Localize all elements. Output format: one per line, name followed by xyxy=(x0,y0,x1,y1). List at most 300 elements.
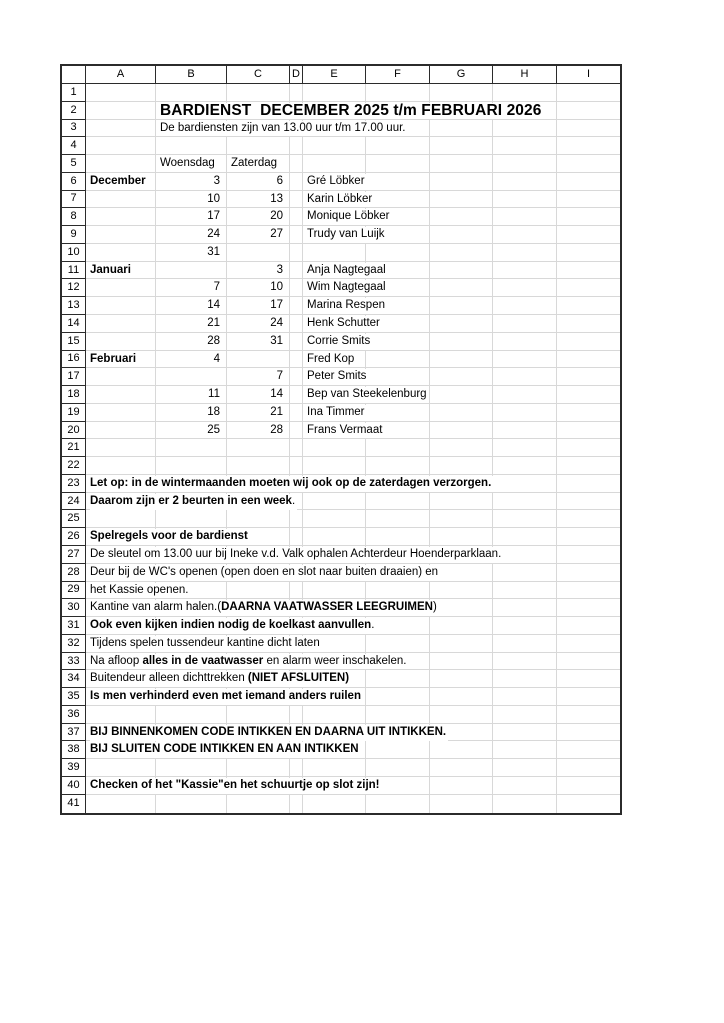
grid-cell xyxy=(290,226,303,244)
grid-cell xyxy=(366,439,430,457)
grid-cell xyxy=(430,297,493,315)
grid-cell xyxy=(303,528,366,546)
row-header-21: 21 xyxy=(62,439,86,457)
row-header-10: 10 xyxy=(62,244,86,262)
grid-cell xyxy=(557,297,620,315)
grid-cell xyxy=(156,706,227,724)
text-run: Monique Löbker xyxy=(307,210,390,223)
text-run: Daarom zijn er 2 beurten in een week xyxy=(90,494,292,507)
grid-cell xyxy=(366,706,430,724)
text-run: Februari xyxy=(90,352,137,365)
cell-A35 xyxy=(90,689,363,705)
grid-cell xyxy=(493,262,557,280)
grid-cell xyxy=(430,493,493,511)
cell-C15 xyxy=(227,334,283,350)
text-run: Fred Kop xyxy=(307,352,355,365)
grid-cell xyxy=(557,208,620,226)
grid-cell xyxy=(290,155,303,173)
cell-B14 xyxy=(156,316,220,332)
row-header-26: 26 xyxy=(62,528,86,546)
grid-cell xyxy=(303,84,366,102)
cell-E19 xyxy=(307,405,367,421)
grid-cell xyxy=(290,279,303,297)
grid-cell xyxy=(430,333,493,351)
row-header-22: 22 xyxy=(62,457,86,475)
cell-C14 xyxy=(227,316,283,332)
grid-cell xyxy=(366,582,430,600)
cell-B19 xyxy=(156,405,220,421)
cell-C5 xyxy=(231,156,279,172)
row-header-30: 30 xyxy=(62,599,86,617)
cell-A32 xyxy=(90,636,322,652)
grid-cell xyxy=(430,688,493,706)
row-header-1: 1 xyxy=(62,84,86,102)
grid-cell xyxy=(430,670,493,688)
grid-cell xyxy=(290,84,303,102)
text-run: het Kassie openen. xyxy=(90,583,189,596)
grid-cell xyxy=(86,244,156,262)
grid-cell xyxy=(290,262,303,280)
grid-cell xyxy=(366,404,430,422)
grid-cell xyxy=(557,191,620,209)
text-run: 28 xyxy=(207,334,220,347)
grid-cell xyxy=(227,439,290,457)
text-run: Karin Löbker xyxy=(307,192,373,205)
grid-cell xyxy=(430,599,493,617)
cell-B18 xyxy=(156,387,220,403)
cell-C19 xyxy=(227,405,283,421)
text-run: 14 xyxy=(207,299,220,312)
text-run: 6 xyxy=(276,174,283,187)
grid-cell xyxy=(430,155,493,173)
text-run: 10 xyxy=(270,281,283,294)
grid-cell xyxy=(86,795,156,813)
grid-cell xyxy=(493,422,557,440)
grid-cell xyxy=(493,315,557,333)
grid-cell xyxy=(493,582,557,600)
text-run: 27 xyxy=(270,228,283,241)
cell-E17 xyxy=(307,369,368,385)
grid-cell xyxy=(430,510,493,528)
grid-cell xyxy=(557,617,620,635)
grid-cell xyxy=(493,759,557,777)
grid-cell xyxy=(557,635,620,653)
text-run: . xyxy=(371,619,375,632)
cell-B16 xyxy=(156,352,220,368)
grid-cell xyxy=(303,155,366,173)
text-run: 3 xyxy=(276,263,283,276)
text-run: 24 xyxy=(270,317,283,329)
text-run: Anja Nagtegaal xyxy=(307,263,386,276)
text-run: Corrie Smits xyxy=(307,334,371,347)
grid-cell xyxy=(290,706,303,724)
text-run: alles in de vaatwasser xyxy=(142,654,264,667)
text-run: BIJ SLUITEN CODE INTIKKEN EN AAN INTIKKEN xyxy=(90,743,359,756)
grid-cell xyxy=(86,333,156,351)
cell-E11 xyxy=(307,263,388,279)
grid-cell xyxy=(227,457,290,475)
text-run: 10 xyxy=(207,192,220,205)
grid-cell xyxy=(430,706,493,724)
grid-cell xyxy=(86,137,156,155)
row-header-11: 11 xyxy=(62,262,86,280)
row-header-36: 36 xyxy=(62,706,86,724)
grid-cell xyxy=(493,191,557,209)
row-header-27: 27 xyxy=(62,546,86,564)
row-header-15: 15 xyxy=(62,333,86,351)
grid-cell xyxy=(557,741,620,759)
grid-cell xyxy=(493,333,557,351)
grid-cell xyxy=(493,475,557,493)
grid-cell xyxy=(227,706,290,724)
grid-cell xyxy=(366,688,430,706)
col-header-A: A xyxy=(86,66,156,84)
grid-cell xyxy=(493,528,557,546)
grid-cell xyxy=(493,564,557,582)
grid-cell xyxy=(430,120,493,138)
grid-cell xyxy=(557,439,620,457)
grid-cell xyxy=(290,457,303,475)
row-header-20: 20 xyxy=(62,422,86,440)
grid-cell xyxy=(86,226,156,244)
text-run: 21 xyxy=(207,317,220,329)
text-run: 28 xyxy=(270,423,283,436)
grid-cell xyxy=(557,670,620,688)
text-run: ) xyxy=(432,601,437,614)
grid-cell xyxy=(303,582,366,600)
row-header-29: 29 xyxy=(62,582,86,600)
cell-C18 xyxy=(227,387,283,403)
cell-A31 xyxy=(90,618,376,634)
cell-B9 xyxy=(156,227,220,243)
text-run: 7 xyxy=(276,370,283,383)
grid-cell xyxy=(430,741,493,759)
grid-cell xyxy=(430,759,493,777)
grid-cell xyxy=(493,741,557,759)
text-run: Checken of het "Kassie"en het schuurtje op slot zijn! xyxy=(90,779,380,792)
grid-cell xyxy=(366,741,430,759)
grid-cell xyxy=(493,404,557,422)
grid-cell xyxy=(366,759,430,777)
text-run: De sleutel om 13.00 uur bij Ineke v.d. Valk ophalen Achterdeur Hoenderparklaan. xyxy=(90,548,502,561)
grid-cell xyxy=(303,795,366,813)
grid-cell xyxy=(86,84,156,102)
cell-C20 xyxy=(227,423,283,439)
cell-B5 xyxy=(160,156,217,172)
col-header-G: G xyxy=(430,66,493,84)
grid-cell xyxy=(557,262,620,280)
cell-E20 xyxy=(307,423,384,439)
row-header-5: 5 xyxy=(62,155,86,173)
text-run: 13 xyxy=(270,192,283,205)
cell-B3 xyxy=(160,121,408,137)
text-run: Na afloop xyxy=(90,654,143,667)
row-header-18: 18 xyxy=(62,386,86,404)
row-header-23: 23 xyxy=(62,475,86,493)
row-header-12: 12 xyxy=(62,279,86,297)
grid-cell xyxy=(557,84,620,102)
grid-cell xyxy=(290,422,303,440)
cell-A6 xyxy=(90,174,148,190)
grid-cell xyxy=(493,510,557,528)
grid-cell xyxy=(493,439,557,457)
row-header-19: 19 xyxy=(62,404,86,422)
spreadsheet-grid xyxy=(60,64,622,815)
cell-A33 xyxy=(90,654,408,670)
grid-cell xyxy=(366,457,430,475)
text-run: Wim Nagtegaal xyxy=(307,281,386,294)
cell-B10 xyxy=(156,245,220,261)
grid-cell xyxy=(303,244,366,262)
grid-cell xyxy=(493,386,557,404)
col-header-F: F xyxy=(366,66,430,84)
cell-E6 xyxy=(307,174,367,190)
text-run: Trudy van Luijk xyxy=(307,228,385,241)
grid-cell xyxy=(557,404,620,422)
cell-E16 xyxy=(307,352,356,368)
grid-cell xyxy=(86,279,156,297)
grid-cell xyxy=(86,706,156,724)
cell-C7 xyxy=(227,192,283,208)
text-run: Ook even kijken indien nodig de koelkast aanvullen xyxy=(90,619,372,632)
cell-E12 xyxy=(307,280,388,296)
grid-cell xyxy=(290,795,303,813)
text-run: Peter Smits xyxy=(307,370,367,383)
grid-cell xyxy=(493,120,557,138)
grid-cell xyxy=(86,368,156,386)
cell-A23 xyxy=(90,476,493,492)
text-run: 17 xyxy=(207,210,220,223)
text-run: 18 xyxy=(207,405,220,418)
grid-cell xyxy=(557,599,620,617)
grid-cell xyxy=(557,155,620,173)
cell-A40 xyxy=(90,778,382,794)
grid-cell xyxy=(290,386,303,404)
row-header-6: 6 xyxy=(62,173,86,191)
grid-cell xyxy=(156,368,227,386)
grid-cell xyxy=(493,599,557,617)
text-run: Marina Respen xyxy=(307,299,385,312)
grid-cell xyxy=(86,510,156,528)
row-header-16: 16 xyxy=(62,351,86,369)
col-header-E: E xyxy=(303,66,366,84)
grid-cell xyxy=(557,226,620,244)
grid-cell xyxy=(366,635,430,653)
grid-cell xyxy=(430,422,493,440)
grid-cell xyxy=(303,493,366,511)
text-run: Henk Schutter xyxy=(307,317,380,329)
cell-C12 xyxy=(227,280,283,296)
grid-cell xyxy=(290,439,303,457)
text-run: December xyxy=(90,174,146,187)
cell-E7 xyxy=(307,192,374,208)
grid-cell xyxy=(156,759,227,777)
grid-cell xyxy=(290,582,303,600)
text-run: . xyxy=(291,494,296,507)
grid-cell xyxy=(430,208,493,226)
grid-cell xyxy=(557,351,620,369)
cell-C11 xyxy=(227,263,283,279)
text-run: 21 xyxy=(270,405,283,418)
text-run: Gré Löbker xyxy=(307,174,365,187)
cell-B12 xyxy=(156,280,220,296)
text-run: Januari xyxy=(90,263,131,276)
row-header-7: 7 xyxy=(62,191,86,209)
grid-cell xyxy=(430,777,493,795)
grid-cell xyxy=(366,670,430,688)
text-run: BARDIENST DECEMBER 2025 t/m FEBRUARI 2026 xyxy=(160,101,542,119)
grid-cell xyxy=(493,226,557,244)
cell-E15 xyxy=(307,334,372,350)
grid-cell xyxy=(156,137,227,155)
grid-cell xyxy=(86,457,156,475)
grid-cell xyxy=(430,191,493,209)
text-run: Woensdag xyxy=(160,157,215,170)
grid-cell xyxy=(366,173,430,191)
grid-cell xyxy=(557,706,620,724)
grid-cell xyxy=(493,208,557,226)
row-header-31: 31 xyxy=(62,617,86,635)
grid-cell xyxy=(156,439,227,457)
row-header-17: 17 xyxy=(62,368,86,386)
grid-cell xyxy=(493,368,557,386)
grid-cell xyxy=(290,759,303,777)
cell-E8 xyxy=(307,209,391,225)
grid-cell xyxy=(557,759,620,777)
grid-cell xyxy=(430,262,493,280)
grid-cell xyxy=(290,191,303,209)
grid-cell xyxy=(557,422,620,440)
grid-cell xyxy=(366,351,430,369)
text-run: 20 xyxy=(270,210,283,223)
grid-cell xyxy=(86,102,156,120)
grid-cell xyxy=(430,439,493,457)
grid-cell xyxy=(493,706,557,724)
grid-cell xyxy=(557,137,620,155)
grid-cell xyxy=(290,351,303,369)
text-run: en alarm weer inschakelen. xyxy=(263,654,407,667)
grid-cell xyxy=(493,351,557,369)
grid-cell xyxy=(86,439,156,457)
cell-E18 xyxy=(307,387,429,403)
grid-cell xyxy=(290,244,303,262)
grid-cell xyxy=(557,315,620,333)
grid-cell xyxy=(430,84,493,102)
grid-cell xyxy=(86,297,156,315)
row-header-32: 32 xyxy=(62,635,86,653)
grid-cell xyxy=(290,404,303,422)
grid-cell xyxy=(430,279,493,297)
grid-cell xyxy=(557,279,620,297)
grid-cell xyxy=(430,457,493,475)
text-run: Let op: in de wintermaanden moeten wij ook op de zaterdagen verzorgen. xyxy=(90,476,492,489)
text-run: BIJ BINNENKOMEN CODE INTIKKEN EN DAARNA UIT INTIKKEN. xyxy=(90,725,447,738)
grid-cell xyxy=(303,457,366,475)
grid-cell xyxy=(557,582,620,600)
grid-cell xyxy=(290,315,303,333)
grid-cell xyxy=(493,137,557,155)
row-header-4: 4 xyxy=(62,137,86,155)
grid-cell xyxy=(557,724,620,742)
text-run: 7 xyxy=(213,281,220,294)
text-run: 14 xyxy=(270,388,283,401)
grid-cell xyxy=(493,493,557,511)
text-run: Ina Timmer xyxy=(307,405,365,418)
cell-A24 xyxy=(90,494,297,510)
grid-cell xyxy=(557,510,620,528)
grid-cell xyxy=(366,84,430,102)
grid-cell xyxy=(557,102,620,120)
grid-cell xyxy=(430,635,493,653)
cell-A11 xyxy=(90,263,133,279)
row-header-35: 35 xyxy=(62,688,86,706)
grid-cell xyxy=(156,262,227,280)
grid-cell xyxy=(493,173,557,191)
grid-cell xyxy=(493,635,557,653)
grid-cell xyxy=(86,208,156,226)
row-header-33: 33 xyxy=(62,653,86,671)
row-header-41: 41 xyxy=(62,795,86,813)
cell-E14 xyxy=(307,316,382,332)
row-header-3: 3 xyxy=(62,120,86,138)
text-run: (NIET AFSLUITEN) xyxy=(247,672,350,685)
grid-cell xyxy=(493,795,557,813)
grid-cell xyxy=(557,795,620,813)
grid-cell xyxy=(290,297,303,315)
grid-cell xyxy=(366,795,430,813)
text-run: 25 xyxy=(207,423,220,436)
grid-cell xyxy=(366,155,430,173)
cell-B8 xyxy=(156,209,220,225)
text-run: 24 xyxy=(207,228,220,241)
grid-cell xyxy=(493,244,557,262)
row-header-34: 34 xyxy=(62,670,86,688)
row-header-2: 2 xyxy=(62,102,86,120)
grid-cell xyxy=(290,173,303,191)
grid-cell xyxy=(430,244,493,262)
grid-cell xyxy=(156,795,227,813)
cell-A29 xyxy=(90,583,190,599)
grid-cell xyxy=(86,155,156,173)
row-header-13: 13 xyxy=(62,297,86,315)
grid-cell xyxy=(557,244,620,262)
cell-A16 xyxy=(90,352,138,368)
grid-cell xyxy=(557,475,620,493)
grid-cell xyxy=(366,368,430,386)
text-run: 31 xyxy=(207,245,220,258)
grid-cell xyxy=(290,137,303,155)
text-run: Zaterdag xyxy=(231,157,278,170)
grid-cell xyxy=(557,493,620,511)
col-header-C: C xyxy=(227,66,290,84)
grid-cell xyxy=(493,279,557,297)
grid-cell xyxy=(227,510,290,528)
grid-cell xyxy=(557,653,620,671)
cell-A37 xyxy=(90,725,448,741)
grid-cell xyxy=(227,84,290,102)
cell-A27 xyxy=(90,547,503,563)
grid-cell xyxy=(557,546,620,564)
row-header-39: 39 xyxy=(62,759,86,777)
cell-C9 xyxy=(227,227,283,243)
grid-cell xyxy=(430,386,493,404)
grid-cell xyxy=(86,315,156,333)
grid-cell xyxy=(156,510,227,528)
col-header-D: D xyxy=(290,66,303,84)
grid-cell xyxy=(430,315,493,333)
grid-cell xyxy=(227,137,290,155)
text-run: 11 xyxy=(208,388,220,401)
